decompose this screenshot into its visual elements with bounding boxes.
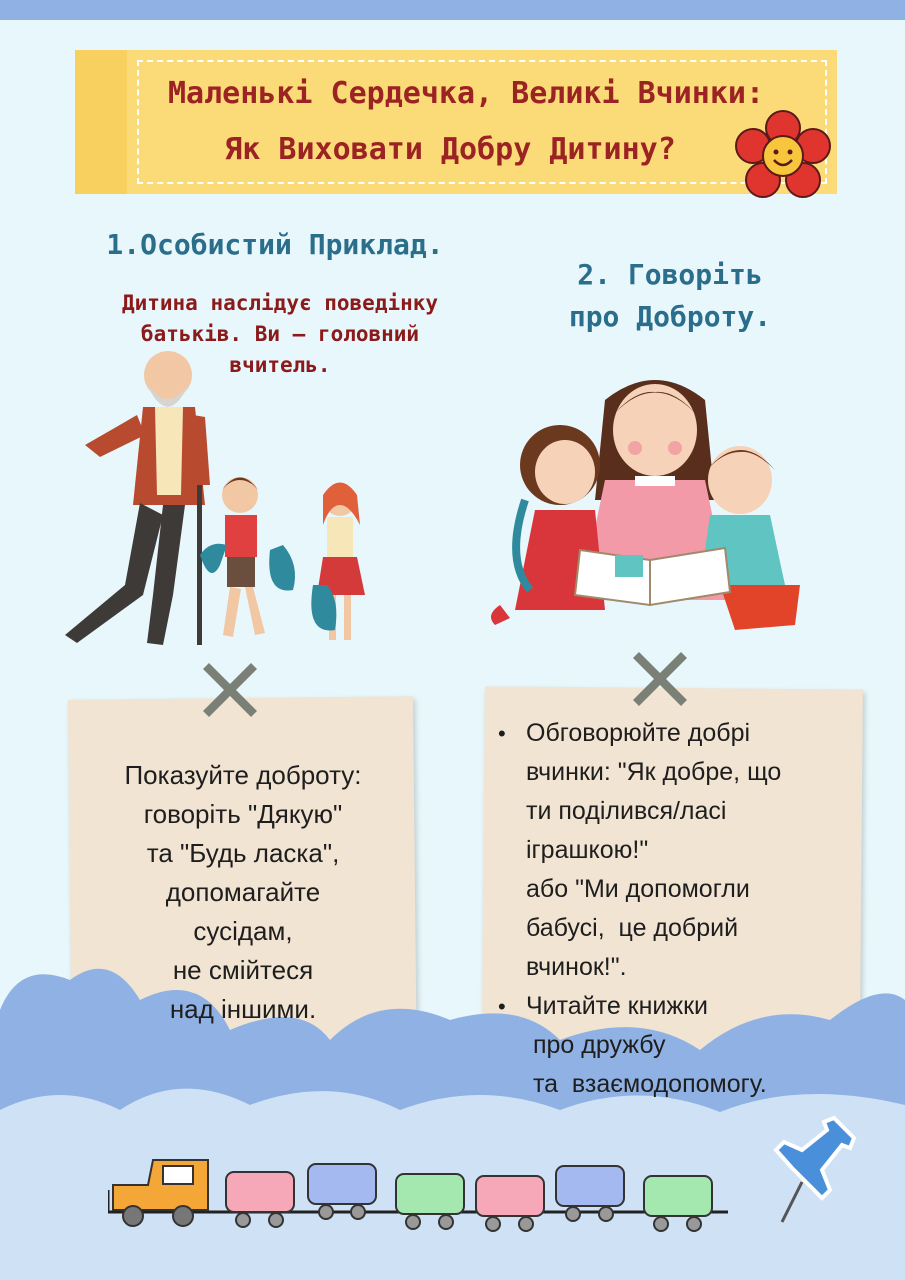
bullet-text: Обговорюйте добрі <box>526 719 751 747</box>
title-banner <box>75 50 837 194</box>
subtitle-line: вчитель. <box>229 353 331 377</box>
bullet-line: іграшкою!" <box>526 836 649 864</box>
girl-figure <box>311 483 365 641</box>
subtitle-line: Дитина наслідує поведінку <box>121 291 439 315</box>
note-line: та "Будь ласка", <box>146 838 340 868</box>
grandfather-figure <box>65 351 210 645</box>
banner-stripe <box>75 50 127 194</box>
note-line: допомагайте <box>165 877 321 907</box>
boy-reader-figure <box>700 446 800 630</box>
note-line: не смійтеся <box>172 955 314 985</box>
close-x-icon <box>195 655 265 725</box>
bullet-line <box>498 714 858 753</box>
section2-heading <box>520 254 820 338</box>
section2-note-text <box>498 714 858 1104</box>
section2-heading-line: 2. Говоріть <box>577 258 763 291</box>
bullet-line: ти поділився/ласі <box>526 797 727 825</box>
section2-heading-line: про Доброту. <box>568 300 772 333</box>
note-line: сусідам, <box>193 916 293 946</box>
bullet-line <box>498 987 858 1026</box>
mother-reading-illustration <box>485 360 805 640</box>
title-line-1: Маленькі Сердечка, Великі Вчинки: <box>167 76 765 111</box>
bullet-line: про дружбу <box>526 1031 666 1059</box>
grandfather-children-illustration <box>55 345 375 655</box>
subtitle-line: батьків. Ви – головний <box>140 322 420 346</box>
note-line: над іншими. <box>169 994 317 1024</box>
toy-train-icon <box>108 1150 728 1235</box>
note-line: говоріть "Дякую" <box>143 799 343 829</box>
section1-heading: 1.Особистий Приклад. <box>106 228 444 261</box>
title-line-2: Як Виховати Добру Дитину? <box>224 132 676 167</box>
bullet-text: Читайте книжки <box>526 992 709 1020</box>
bullet-line: та взаємодопомогу. <box>526 1070 767 1098</box>
pushpin-icon <box>772 1110 862 1230</box>
flower-icon <box>733 110 833 200</box>
bullet-dot-icon: • <box>498 994 506 1019</box>
section1-note-text <box>78 756 408 1029</box>
close-x-icon <box>625 644 695 714</box>
note-line: Показуйте доброту: <box>124 760 362 790</box>
bullet-line: або "Ми допомогли <box>526 875 750 903</box>
top-bar <box>0 0 905 20</box>
bullet-line: вчинок!". <box>526 953 627 981</box>
bullet-line: вчинки: "Як добре, що <box>526 758 782 786</box>
boy-figure <box>200 477 295 637</box>
bullet-line: бабусі, це добрий <box>526 914 739 942</box>
bullet-dot-icon: • <box>498 721 506 746</box>
train-engine <box>113 1160 208 1226</box>
